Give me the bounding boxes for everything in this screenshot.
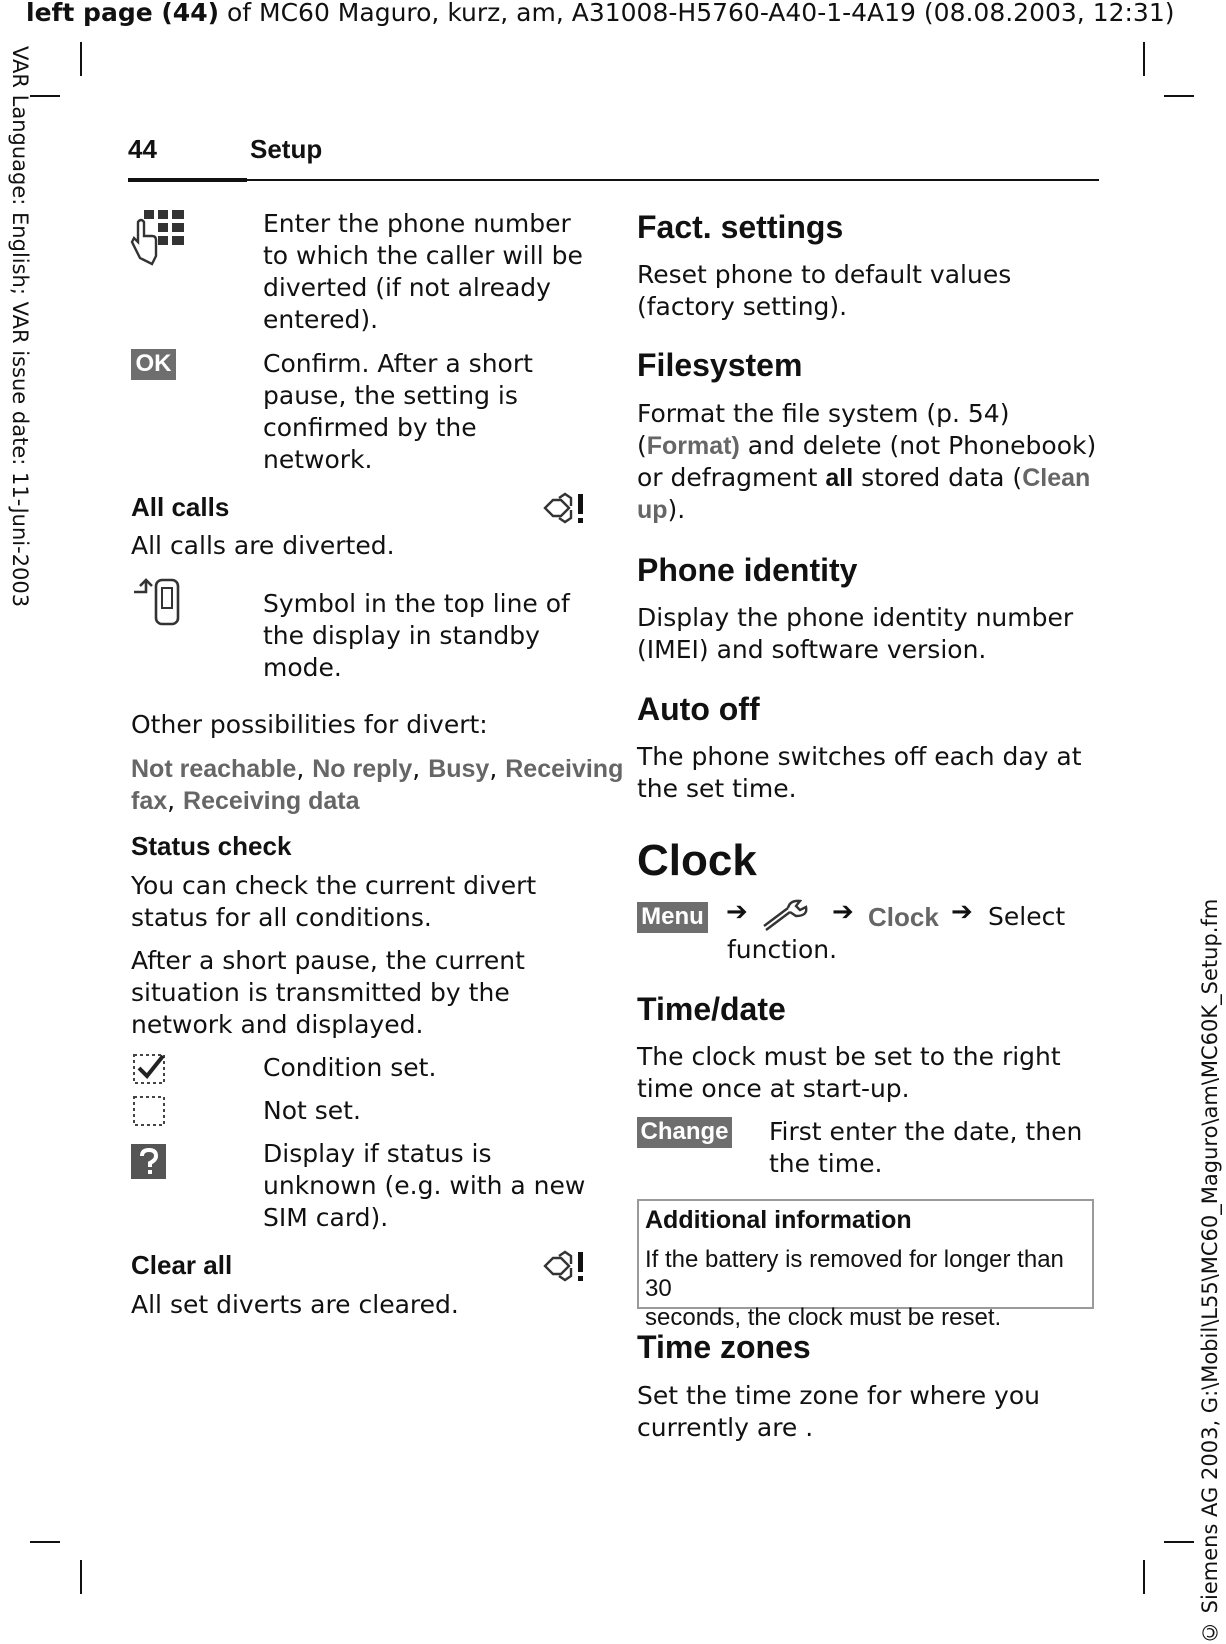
text-line: You can check the current divert bbox=[131, 871, 537, 900]
wrench-icon bbox=[762, 898, 812, 934]
text-line: network and displayed. bbox=[131, 1010, 424, 1039]
network-service-icon bbox=[541, 1250, 587, 1284]
option-busy: Busy bbox=[428, 755, 490, 783]
checkbox-checked-icon bbox=[132, 1052, 168, 1086]
crop-mark bbox=[1143, 1560, 1145, 1594]
other-possibilities-title: Other possibilities for divert: bbox=[131, 710, 488, 739]
status-check-heading: Status check bbox=[131, 831, 292, 861]
text-line: Symbol in the top line of bbox=[263, 589, 570, 618]
print-header-info: of MC60 Maguro, kurz, am, A31008-H5760-A40-1-4A19 (08.08.2003, 12:31) bbox=[219, 0, 1175, 27]
side-language-note: VAR Language: English; VAR issue date: 11-Juni-2003 bbox=[8, 46, 32, 608]
clock-menu-item: Clock bbox=[868, 902, 939, 932]
crop-mark bbox=[1164, 95, 1194, 97]
crop-mark bbox=[1143, 42, 1145, 76]
text-line: pause, the setting is bbox=[263, 381, 518, 410]
time-date-text bbox=[637, 1041, 1061, 1105]
after-pause-text bbox=[131, 945, 525, 1041]
change-softkey: Change bbox=[637, 1117, 732, 1148]
question-icon bbox=[131, 1144, 167, 1180]
crop-mark bbox=[80, 1560, 82, 1594]
text-line: Display if status is bbox=[263, 1139, 492, 1168]
format-option: Format) bbox=[646, 432, 740, 460]
time-date-heading: Time/date bbox=[637, 991, 786, 1027]
separator: , bbox=[412, 754, 421, 783]
crop-mark bbox=[1164, 1541, 1194, 1543]
page-section-title: Setup bbox=[250, 134, 323, 164]
text-line: the time. bbox=[769, 1149, 883, 1178]
clock-heading: Clock bbox=[637, 836, 757, 885]
header-rule bbox=[128, 179, 1099, 181]
print-header-page: left page (44) bbox=[26, 0, 220, 27]
option-receiving-data: Receiving data bbox=[183, 787, 360, 815]
additional-info-box bbox=[637, 1199, 1094, 1331]
text-line: The clock must be set to the right bbox=[637, 1042, 1061, 1071]
text-line: currently are . bbox=[637, 1413, 814, 1442]
header-rule-accent bbox=[128, 178, 247, 182]
emphasis-all: all bbox=[825, 464, 854, 492]
text-line: SIM card). bbox=[263, 1203, 389, 1232]
text-line: entered). bbox=[263, 305, 379, 334]
print-header bbox=[26, 0, 1175, 27]
text-line: diverted (if not already bbox=[263, 273, 551, 302]
keypad-desc bbox=[263, 208, 583, 336]
text-line bbox=[637, 462, 1096, 494]
arrow-right-icon: ➔ bbox=[951, 897, 973, 927]
separator: , bbox=[167, 786, 176, 815]
text-line: mode. bbox=[263, 653, 342, 682]
text-line: the display in standby bbox=[263, 621, 540, 650]
crop-mark bbox=[80, 42, 82, 76]
condition-set-text: Condition set. bbox=[263, 1053, 437, 1082]
all-calls-heading: All calls bbox=[131, 492, 230, 522]
text-line: Format the file system (p. 54) bbox=[637, 399, 1010, 428]
separator: , bbox=[489, 754, 498, 783]
text-line: unknown (e.g. with a new bbox=[263, 1171, 586, 1200]
additional-info-title: Additional information bbox=[645, 1206, 912, 1234]
time-zones-text bbox=[637, 1380, 1040, 1444]
text-fragment: or defragment bbox=[637, 463, 826, 492]
not-set-text: Not set. bbox=[263, 1096, 361, 1125]
status-check-text bbox=[131, 870, 536, 934]
auto-off-text bbox=[637, 741, 1082, 805]
option-no-reply: No reply bbox=[312, 755, 413, 783]
divert-options-line1 bbox=[131, 753, 623, 785]
text-fragment: and delete (not Phonebook) bbox=[739, 431, 1097, 460]
text-line: situation is transmitted by the bbox=[131, 978, 510, 1007]
option-receiving: Receiving bbox=[505, 755, 624, 783]
menu-softkey: Menu bbox=[637, 902, 708, 933]
side-copyright-note: © Siemens AG 2003, G:\Mobil\L55\MC60_Maguro\am\MC60K_Setup.fm bbox=[1198, 898, 1222, 1644]
text-fragment: stored data ( bbox=[853, 463, 1023, 492]
text-line: Set the time zone for where you bbox=[637, 1381, 1040, 1410]
clear-all-text: All set diverts are cleared. bbox=[131, 1290, 459, 1319]
text-line: If the battery is removed for longer than 30 bbox=[645, 1246, 1064, 1302]
unknown-status-desc bbox=[263, 1138, 585, 1234]
arrow-right-icon: ➔ bbox=[726, 897, 748, 927]
page-number: 44 bbox=[128, 134, 157, 164]
filesystem-text bbox=[637, 398, 1096, 526]
fact-settings-text bbox=[637, 259, 1011, 323]
separator: , bbox=[296, 754, 305, 783]
fact-settings-heading: Fact. settings bbox=[637, 209, 844, 245]
divert-icon bbox=[132, 578, 184, 626]
phone-identity-heading: Phone identity bbox=[637, 552, 858, 588]
text-line: Enter the phone number bbox=[263, 209, 571, 238]
divert-options bbox=[131, 753, 623, 817]
clean-option: Clean bbox=[1022, 464, 1091, 492]
text-line: (factory setting). bbox=[637, 292, 848, 321]
auto-off-heading: Auto off bbox=[637, 691, 760, 727]
paren: ( bbox=[637, 431, 647, 460]
text-line: network. bbox=[263, 445, 373, 474]
text-line: Display the phone identity number bbox=[637, 603, 1074, 632]
checkbox-empty-icon bbox=[132, 1094, 168, 1128]
network-service-icon bbox=[541, 492, 587, 526]
crop-mark bbox=[30, 1541, 60, 1543]
text-line: time once at start-up. bbox=[637, 1074, 910, 1103]
text-line bbox=[637, 430, 1096, 462]
divert-symbol-desc bbox=[263, 588, 570, 684]
phone-identity-text bbox=[637, 602, 1073, 666]
text-line: (IMEI) and software version. bbox=[637, 635, 987, 664]
text-line: status for all conditions. bbox=[131, 903, 432, 932]
text-line: seconds, the clock must be reset. bbox=[645, 1304, 1002, 1331]
additional-info-text bbox=[645, 1245, 1092, 1332]
clear-all-heading: Clear all bbox=[131, 1250, 233, 1280]
text-line: The phone switches off each day at bbox=[637, 742, 1082, 771]
text-line: First enter the date, then bbox=[769, 1117, 1083, 1146]
text-line bbox=[637, 494, 1096, 526]
filesystem-heading: Filesystem bbox=[637, 347, 803, 383]
change-desc bbox=[769, 1116, 1082, 1180]
ok-desc bbox=[263, 348, 533, 476]
function-word: function. bbox=[727, 935, 838, 964]
select-word: Select bbox=[988, 902, 1066, 931]
ok-softkey: OK bbox=[131, 349, 176, 380]
text-line: Reset phone to default values bbox=[637, 260, 1012, 289]
clean-up-option: up bbox=[637, 496, 668, 524]
option-fax: fax bbox=[131, 787, 168, 815]
arrow-right-icon: ➔ bbox=[832, 897, 854, 927]
text-fragment: ). bbox=[667, 495, 686, 524]
all-calls-text: All calls are diverted. bbox=[131, 531, 395, 560]
text-line: After a short pause, the current bbox=[131, 946, 525, 975]
option-not-reachable: Not reachable bbox=[131, 755, 297, 783]
keypad-icon bbox=[130, 208, 186, 268]
text-line: to which the caller will be bbox=[263, 241, 583, 270]
text-line: confirmed by the bbox=[263, 413, 477, 442]
time-zones-heading: Time zones bbox=[637, 1329, 811, 1365]
text-line: Confirm. After a short bbox=[263, 349, 533, 378]
text-line: the set time. bbox=[637, 774, 797, 803]
crop-mark bbox=[30, 95, 60, 97]
divert-options-line2 bbox=[131, 785, 623, 817]
